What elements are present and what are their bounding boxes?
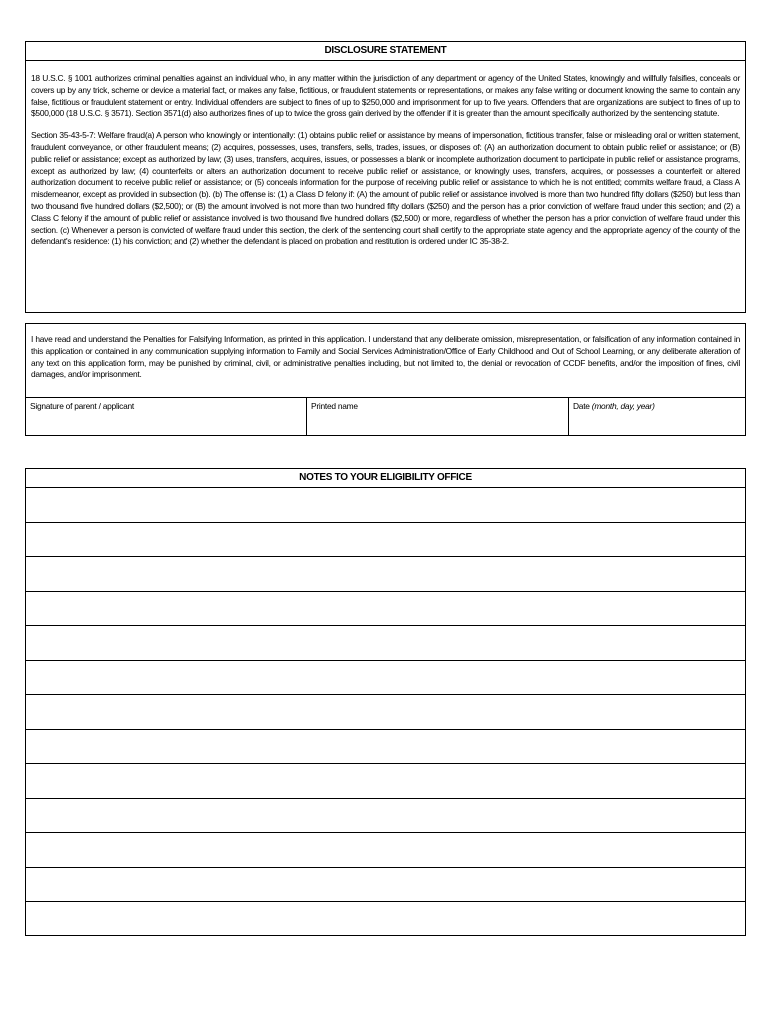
disclosure-title: DISCLOSURE STATEMENT — [26, 42, 745, 61]
notes-section — [25, 468, 746, 936]
acknowledgement-text: I have read and understand the Penalties for Falsifying Information, as printed in this application. I understand that any deliberate omission, misrepresentation, or falsification of any information contained in this application or contained in any communication supplying information to Family and Social Services Administration/Office of Early Childhood and Out of School Learning, or any deliberate alteration of any text on this application form, may be punished by criminal, civil, or administrative penalties including, but not limited to, the denial or revocation of CCDF benefits, and/or the imposition of fines, civil damages, and/or imprisonment. — [31, 334, 740, 380]
date-field[interactable] — [568, 398, 745, 435]
date-label: Date — [573, 401, 590, 411]
signature-field[interactable] — [26, 398, 306, 435]
acknowledgement-section — [25, 323, 746, 436]
notes-line[interactable] — [26, 557, 745, 592]
disclosure-paragraph-federal: 18 U.S.C. § 1001 authorizes criminal penalties against an individual who, in any matter within the jurisdiction of any department or agency of the United States, knowingly and willfully falsifies, conceals or covers up by any trick, scheme or device a material fact, or makes any false, fictitious, or fraudulent statements or representations, or makes any false writing or document knowing the same to contain any false, fictitious or fraudulent statement or entry. Individual offenders are subject to fines of up to $250,000 and imprisonment for up to five years. Offenders that are organizations are subject to fines of up to $500,000 (18 U.S.C. § 3571). Section 3571(d) also authorizes fines of up to twice the gross gain derived by the offender if it is greater than the amount specifically authorized by the sentencing statute. — [31, 73, 740, 119]
date-hint: (month, day, year) — [591, 401, 655, 411]
notes-line[interactable] — [26, 902, 745, 937]
notes-line[interactable] — [26, 730, 745, 765]
notes-line[interactable] — [26, 764, 745, 799]
notes-line[interactable] — [26, 488, 745, 523]
disclosure-statement-section — [25, 41, 746, 313]
signature-label: Signature of parent / applicant — [30, 401, 134, 411]
notes-line[interactable] — [26, 695, 745, 730]
disclosure-paragraph-state: Section 35-43-5-7: Welfare fraud(a) A person who knowingly or intentionally: (1) obtains public relief or assistance by means of impersonation, fictitious transfer, false or misleading oral or written statement, fraudulent conveyance, or other fraudulent means; (2) acquires, possesses, uses, transfers, sells, trades, issues, or disposes of: (A) an authorization document to obtain public relief or assistance; or (B) public relief or assistance; except as authorized by law; (3) uses, transfers, acquires, issues, or possesses a blank or incomplete authorization document to participate in public relief or assistance programs, except as authorized by law; (4) counterfeits or alters an authorization document to receive public relief or assistance, or knowingly uses, transfers, acquires, or possesses a counterfeit or altered authorization document to receive public relief or assistance; or (5) conceals information for the purpose of receiving public relief or assistance to which he is not entitled; commits welfare fraud, a Class A misdemeanor, except as provided in subsection (b). (b) The offense is: (1) a Class D felony if: (A) the amount of public relief or assistance involved is more than two hundred fifty dollars ($250) but less than two thousand five hundred dollars ($2,500); or (B) the amount involved is not more than two hundred fifty dollars ($250) and the person has a prior conviction of welfare fraud under this section; and (2) a Class C felony if the amount of public relief or assistance involved is two thousand five hundred dollars ($2,500) or more, regardless of whether the person has a prior conviction of welfare fraud under this section. (c) Whenever a person is convicted of welfare fraud under this section, the clerk of the sentencing court shall certify to the appropriate state agency and the appropriate agency of the county of the defendant's residence: (1) his conviction; and (2) whether the defendant is placed on probation and restitution is ordered under IC 35-38-2. — [31, 130, 740, 247]
notes-line[interactable] — [26, 523, 745, 558]
signature-row — [26, 397, 745, 435]
notes-line[interactable] — [26, 661, 745, 696]
printed-name-label: Printed name — [311, 401, 358, 411]
notes-line[interactable] — [26, 833, 745, 868]
printed-name-field[interactable] — [306, 398, 568, 435]
notes-title: NOTES TO YOUR ELIGIBILITY OFFICE — [26, 469, 745, 488]
notes-line[interactable] — [26, 868, 745, 903]
notes-line[interactable] — [26, 626, 745, 661]
notes-line[interactable] — [26, 592, 745, 627]
notes-line[interactable] — [26, 799, 745, 834]
